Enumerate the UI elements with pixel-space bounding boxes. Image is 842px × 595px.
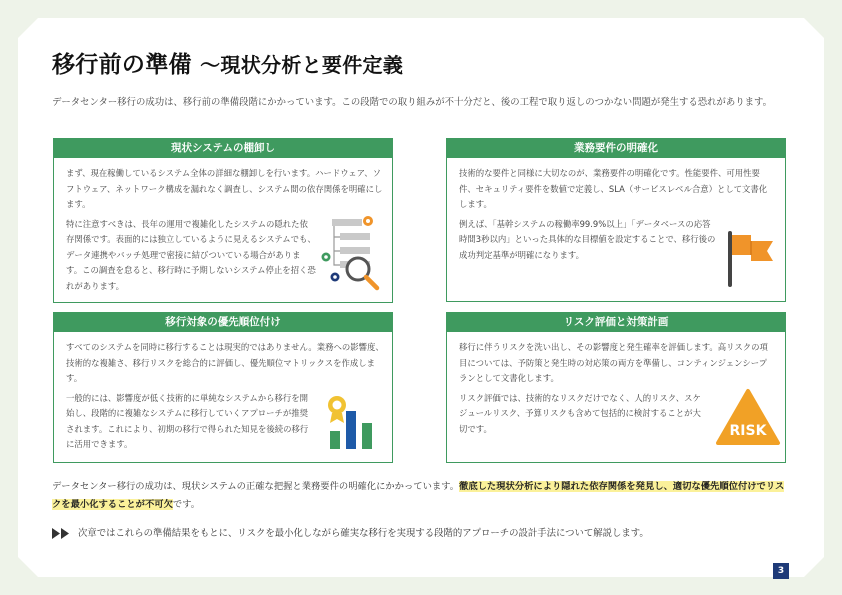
card-prioritization <box>53 312 393 463</box>
risk-warning-icon <box>715 387 781 447</box>
intro-paragraph: データセンター移行の成功は、移行前の準備段階にかかっています。この段階での取り組みが不十分だと、後の工程で取り返しのつかない問題が発生する恐れがあります。 <box>52 97 773 108</box>
ranking-chart-icon <box>326 393 382 451</box>
card-paragraph: 特に注意すべきは、長年の運用で複雑化したシステムの隠れた依存関係です。表面的には独立しているように見えるシステムでも、データ連携やバッチ処理で密接に結びついている場合があります。この調査を怠ると、移行時に予期しないシステム停止を招く恐れがあります。 <box>66 218 316 291</box>
title-main: 移行前の準備 <box>52 52 192 78</box>
card-title: リスク評価と対策計画 <box>447 313 785 332</box>
card-paragraph: 移行に伴うリスクを洗い出し、その影響度と発生確率を評価します。高リスクの項目については、予防策と発生時の対応策の両方を準備し、コンティンジェンシープランとして文書化します。 <box>459 342 768 383</box>
card-paragraph: 例えば、「基幹システムの稼働率99.9%以上」「データベースの応答時間3秒以内」といった具体的な目標値を設定することで、移行後の成功判定基準が明確になります。 <box>459 218 716 260</box>
summary-highlight: 徹底した現状分析により隠れた依存関係を発見し、適切な優先順位付けでリスクを最小化することが不可欠 <box>52 481 785 510</box>
card-inventory <box>53 138 393 303</box>
next-chapter-note <box>52 525 792 539</box>
card-risk <box>446 312 786 463</box>
flowchart-magnifier-icon <box>318 211 388 293</box>
summary-end: です。 <box>172 498 201 510</box>
card-paragraph: 一般的には、影響度が低く技術的に単純なシステムから移行を開始し、段階的に複雑なシステムに移行していくアプローチが推奨されます。これにより、初期の移行で得られた知見を後続の移行に活用できます。 <box>66 392 309 449</box>
card-title: 業務要件の明確化 <box>447 139 785 158</box>
title-sub: ～現状分析と要件定義 <box>200 53 404 77</box>
summary-text: データセンター移行の成功は、現状システムの正確な把握と業務要件の明確化にかかっています。 <box>52 481 460 492</box>
goal-flag-icon <box>721 227 781 289</box>
card-title: 移行対象の優先順位付け <box>54 313 392 332</box>
page-title <box>52 46 403 79</box>
double-arrow-icon <box>52 528 70 539</box>
card-title: 現状システムの棚卸し <box>54 139 392 158</box>
card-paragraph: 技術的な要件と同様に大切なのが、業務要件の明確化です。性能要件、可用性要件、セキュリティ要件を数値で定義し、SLA（サービスレベル合意）として文書化します。 <box>459 168 768 209</box>
card-paragraph: まず、現在稼働しているシステム全体の詳細な棚卸しを行います。ハードウェア、ソフトウェア、ネットワーク構成を漏れなく調査し、システム間の依存関係を明確にします。 <box>66 168 383 209</box>
summary-paragraph <box>52 478 788 513</box>
card-paragraph: リスク評価では、技術的なリスクだけでなく、人的リスク、スケジュールリスク、予算リスクも含めて包括的に検討することが大切です。 <box>459 392 701 434</box>
card-requirements <box>446 138 786 302</box>
page-number: 3 <box>773 563 789 579</box>
next-chapter-text: 次章ではこれらの準備結果をもとに、リスクを最小化しながら確実な移行を実現する段階的アプローチの設計手法について解説します。 <box>78 528 649 539</box>
risk-badge-text: RISK <box>729 423 767 439</box>
card-paragraph: すべてのシステムを同時に移行することは現実的ではありません。業務への影響度、技術的な複雑さ、移行リスクを総合的に評価し、優先順位マトリックスを作成します。 <box>66 342 384 383</box>
